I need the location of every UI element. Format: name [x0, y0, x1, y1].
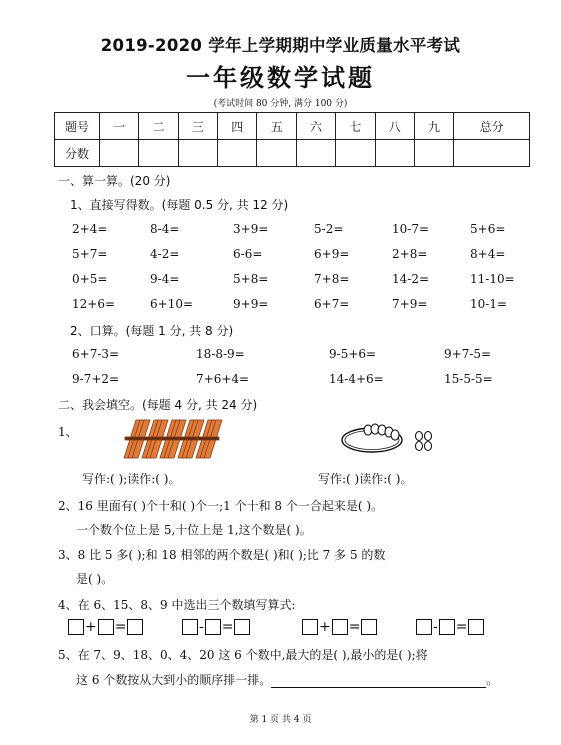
operator: - — [433, 618, 438, 635]
equation: 12+6= — [72, 297, 116, 311]
score-table-cell: 三 — [178, 113, 217, 140]
score-input-cell[interactable] — [178, 140, 217, 167]
score-input-cell[interactable] — [296, 140, 335, 167]
equation: 18-8-9= — [196, 347, 245, 361]
equation: 6+10= — [150, 297, 194, 311]
score-table-cell: 五 — [257, 113, 296, 140]
bead-ring-illustration — [340, 420, 440, 460]
equation: 6+9= — [314, 247, 350, 261]
score-table — [54, 112, 530, 167]
stick-bundles-illustration — [118, 418, 230, 460]
question-2-line-2[interactable]: 一个数个位上是 5,十位上是 1,这个数是( )。 — [76, 523, 312, 537]
equation: 7+8= — [314, 272, 350, 286]
question-5-line-1[interactable]: 5、在 7、9、18、0、4、20 这 6 个数中,最大的是( ),最小的是( );将 — [58, 648, 428, 662]
question-4-expression-3 — [302, 616, 377, 635]
question-4-expression-1 — [68, 616, 143, 635]
section-1-part-1-title: 1、直接写得数。(每题 0.5 分, 共 12 分) — [70, 198, 289, 212]
question-5-end-mark: 。 — [486, 673, 499, 687]
score-input-cell[interactable] — [257, 140, 296, 167]
operator: = — [114, 618, 127, 635]
operator: = — [221, 618, 234, 635]
section-1-title: 一、算一算。(20 分) — [58, 174, 171, 188]
question-2-line-1[interactable]: 2、16 里面有( )个十和( )个一;1 个十和 8 个一合起来是( )。 — [58, 499, 384, 513]
equation: 0+5= — [72, 272, 108, 286]
equation: 4-2= — [150, 247, 180, 261]
exam-subtitle: (考试时间 80 分钟, 满分 100 分) — [213, 99, 348, 109]
question-1-fill-left[interactable]: 写作:( );读作:( )。 — [82, 472, 181, 486]
section-2-title: 二、我会填空。(每题 4 分, 共 24 分) — [58, 398, 258, 412]
equation: 6+7-3= — [72, 347, 120, 361]
question-1-number: 1、 — [58, 425, 78, 439]
answer-underline[interactable] — [271, 675, 486, 688]
score-table-score-row — [55, 140, 530, 167]
page-footer: 第 1 页 共 4 页 — [249, 715, 312, 725]
answer-box[interactable] — [416, 619, 432, 635]
equation: 3+9= — [233, 222, 269, 236]
answer-box[interactable] — [332, 619, 348, 635]
equation: 14-4+6= — [329, 372, 384, 386]
score-table-cell: 一 — [100, 113, 139, 140]
exam-title: 2019-2020 学年上学期期中学业质量水平考试 — [100, 36, 461, 55]
answer-box[interactable] — [98, 619, 114, 635]
equation: 5+7= — [72, 247, 108, 261]
equation: 7+9= — [392, 297, 428, 311]
score-table-cell: 总分 — [454, 113, 530, 140]
score-input-cell[interactable] — [375, 140, 414, 167]
equation: 8-4= — [150, 222, 180, 236]
score-table-cell: 四 — [218, 113, 257, 140]
score-input-cell[interactable] — [139, 140, 178, 167]
question-3-line-1[interactable]: 3、8 比 5 多( );和 18 相邻的两个数是( )和( );比 7 多 5 的数 — [58, 548, 386, 562]
equation: 5-2= — [314, 222, 344, 236]
question-5-line-2-text: 这 6 个数按从大到小的顺序排一排。 — [76, 673, 272, 687]
equation: 9-5+6= — [329, 347, 377, 361]
answer-box[interactable] — [127, 619, 143, 635]
question-3-line-2[interactable]: 是( )。 — [76, 572, 114, 586]
operator: = — [455, 618, 468, 635]
equation: 2+8= — [392, 247, 428, 261]
score-table-cell: 题号 — [55, 113, 100, 140]
score-input-cell[interactable] — [336, 140, 375, 167]
question-5-line-2 — [76, 671, 498, 688]
equation: 9+7-5= — [444, 347, 492, 361]
equation: 2+4= — [72, 222, 108, 236]
equation: 5+8= — [233, 272, 269, 286]
equation: 10-7= — [392, 222, 430, 236]
equation: 15-5-5= — [444, 372, 493, 386]
score-input-cell[interactable] — [414, 140, 453, 167]
score-table-cell: 七 — [336, 113, 375, 140]
answer-box[interactable] — [439, 619, 455, 635]
answer-box[interactable] — [302, 619, 318, 635]
score-table-cell: 分数 — [55, 140, 100, 167]
score-input-cell[interactable] — [100, 140, 139, 167]
score-table-header-row — [55, 113, 530, 140]
score-table-cell: 二 — [139, 113, 178, 140]
answer-box[interactable] — [468, 619, 484, 635]
equation: 5+6= — [470, 222, 506, 236]
score-table-cell: 九 — [414, 113, 453, 140]
equation: 14-2= — [392, 272, 430, 286]
equation: 9-7+2= — [72, 372, 120, 386]
answer-box[interactable] — [234, 619, 250, 635]
question-4-text: 4、在 6、15、8、9 中选出三个数填写算式: — [58, 598, 296, 612]
equation: 6-6= — [233, 247, 263, 261]
answer-box[interactable] — [68, 619, 84, 635]
equation: 8+4= — [470, 247, 506, 261]
question-4-expression-4 — [416, 616, 484, 635]
score-input-cell[interactable] — [218, 140, 257, 167]
score-table-cell: 八 — [375, 113, 414, 140]
equation: 9+9= — [233, 297, 269, 311]
question-4-expression-2 — [182, 616, 250, 635]
operator: + — [319, 618, 331, 635]
score-input-cell[interactable] — [454, 140, 530, 167]
exam-subject-title: 一年级数学试题 — [186, 64, 375, 92]
answer-box[interactable] — [205, 619, 221, 635]
answer-box[interactable] — [182, 619, 198, 635]
score-table-cell: 六 — [296, 113, 335, 140]
equation: 9-4= — [150, 272, 180, 286]
equation: 7+6+4= — [196, 372, 250, 386]
operator: + — [85, 618, 97, 635]
operator: - — [199, 618, 204, 635]
operator: = — [348, 618, 361, 635]
equation: 11-10= — [470, 272, 515, 286]
equation: 10-1= — [470, 297, 508, 311]
section-1-part-2-title: 2、口算。(每题 1 分, 共 8 分) — [70, 324, 234, 338]
question-1-fill-right[interactable]: 写作:( )读作:( )。 — [318, 472, 413, 486]
answer-box[interactable] — [361, 619, 377, 635]
equation: 6+7= — [314, 297, 350, 311]
